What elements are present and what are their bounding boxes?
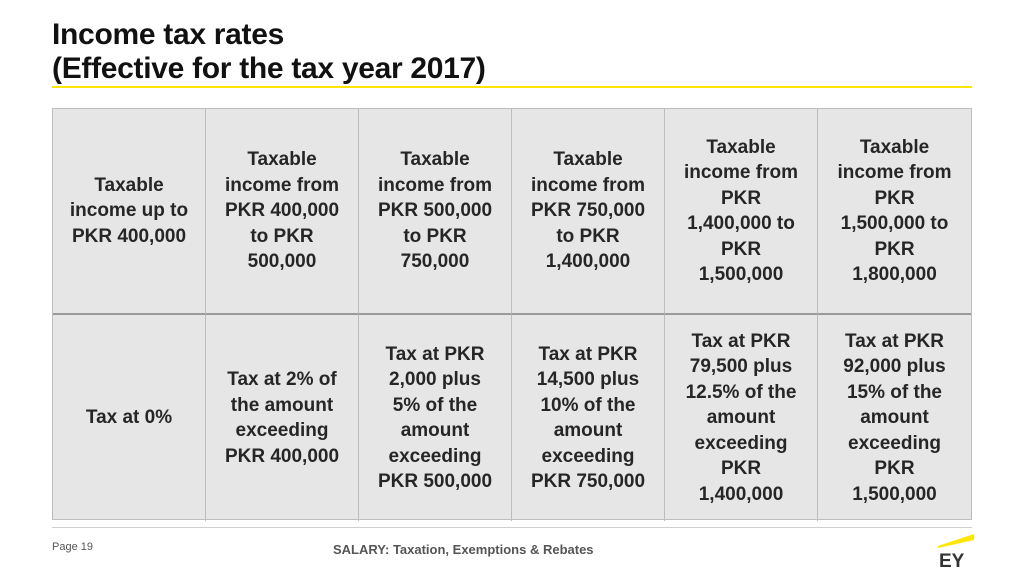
rate-cell xyxy=(359,315,512,521)
footer-subtitle: SALARY: Taxation, Exemptions & Rebates xyxy=(333,542,594,557)
bracket-label: Taxable income from PKR 1,400,000 to PKR 1,500,000 xyxy=(683,136,799,285)
rate-label: Tax at 2% of the amount exceeding PKR 400,000 xyxy=(224,369,340,467)
bracket-label: Taxable income from PKR 500,000 to PKR 750,000 xyxy=(377,149,493,273)
rate-cell xyxy=(206,315,359,521)
rate-cell xyxy=(665,315,818,521)
tax-rates-table xyxy=(52,108,972,520)
bracket-label: Taxable income up to PKR 400,000 xyxy=(69,174,189,247)
bracket-label: Taxable income from PKR 1,500,000 to PKR 1,800,000 xyxy=(837,136,952,285)
bracket-cell xyxy=(665,109,818,315)
footer-divider xyxy=(52,527,972,528)
title-line-1: Income tax rates xyxy=(52,18,284,51)
title-line-2: (Effective for the tax year 2017) xyxy=(52,52,486,85)
ey-logo-icon xyxy=(936,530,976,570)
rate-cell xyxy=(512,315,665,521)
rate-label: Tax at PKR 79,500 plus 12.5% of the amount exceeding PKR 1,400,000 xyxy=(685,330,797,505)
slide-title xyxy=(52,18,972,86)
rate-label: Tax at 0% xyxy=(85,407,173,429)
rate-cell xyxy=(818,315,971,521)
bracket-label: Taxable income from PKR 750,000 to PKR 1,400,000 xyxy=(530,149,646,273)
logo-text: EY xyxy=(939,551,965,570)
rate-label: Tax at PKR 14,500 plus 10% of the amount exceeding PKR 750,000 xyxy=(530,343,646,492)
bracket-cell xyxy=(53,109,206,315)
title-underline xyxy=(52,86,972,88)
bracket-cell xyxy=(206,109,359,315)
rate-cell xyxy=(53,315,206,521)
bracket-label: Taxable income from PKR 400,000 to PKR 500,000 xyxy=(224,149,340,273)
bracket-cell xyxy=(818,109,971,315)
rate-label: Tax at PKR 2,000 plus 5% of the amount exceeding PKR 500,000 xyxy=(377,343,493,492)
bracket-cell xyxy=(512,109,665,315)
page-number: Page 19 xyxy=(52,541,93,553)
rate-label: Tax at PKR 92,000 plus 15% of the amount exceeding PKR 1,500,000 xyxy=(843,330,946,505)
bracket-cell xyxy=(359,109,512,315)
